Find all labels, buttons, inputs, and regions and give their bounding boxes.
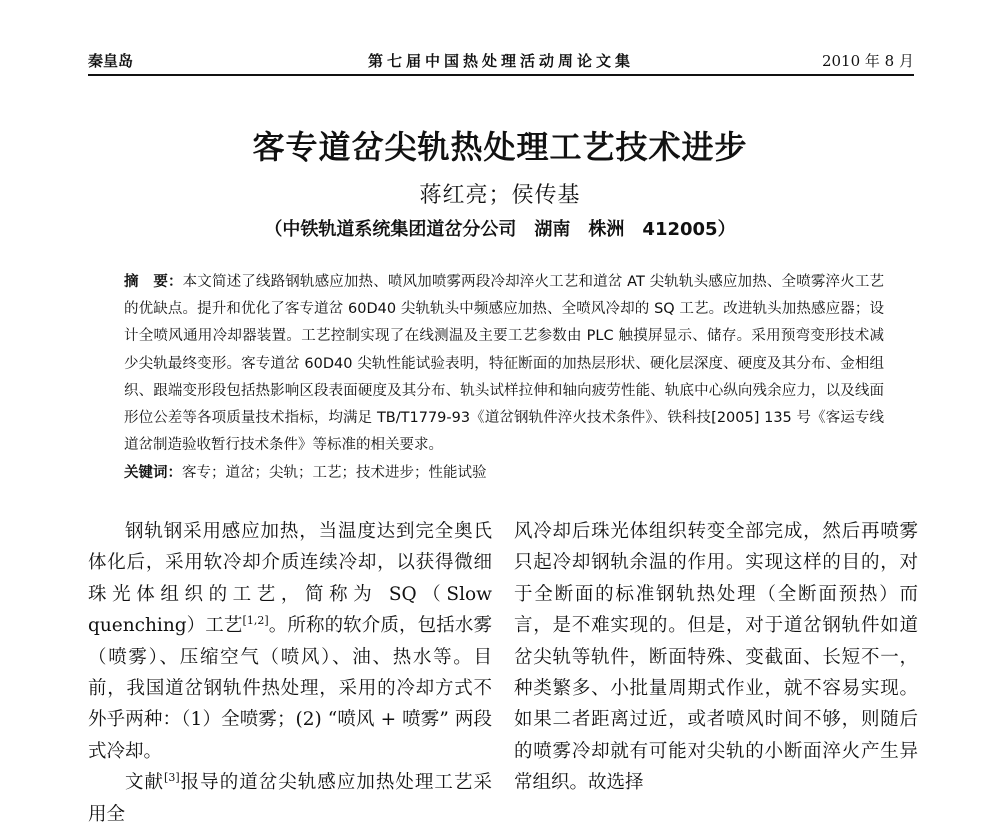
body-column-right — [514, 516, 918, 799]
body-text: 报导的道岔尖轨感应加热处理工艺采用全 — [88, 772, 492, 825]
body-column-left — [88, 516, 492, 830]
citation-ref: [3] — [164, 771, 180, 785]
body-text: 。所称的软介质，包括水雾（喷雾）、压缩空气（喷风）、油、热水等。目前，我国道岔钢轨件热处理，采用的冷却方式不外乎两种：（1）全喷雾；(2) “喷风 + 喷雾” 两段式冷却。 — [88, 615, 492, 762]
body-paragraph — [88, 516, 492, 767]
keywords — [124, 460, 884, 487]
paper-authors: 蒋红亮；侯传基 — [419, 183, 581, 208]
body-paragraph — [88, 767, 492, 830]
abstract-label: 摘 要： — [124, 274, 183, 290]
body-text: 风冷却后珠光体组织转变全部完成，然后再喷雾只起冷却钢轨余温的作用。实现这样的目的，对于全断面的标准钢轨热处理（全断面预热）而言，是不难实现的。但是，对于道岔钢轨件如道岔尖轨等轨件，断面特殊、变截面、长短不一，种类繁多、小批量周期式作业，就不容易实现。如果二者距离过近，或者喷风时间不够，则随后的喷雾冷却就有可能对尖轨的小断面淬火产生异常组织。故选择 — [514, 521, 918, 794]
keywords-text: 客专；道岔；尖轨；工艺；技术进步；性能试验 — [182, 465, 487, 481]
abstract-text: 本文简述了线路钢轨感应加热、喷风加喷雾两段冷却淬火工艺和道岔 AT 尖轨轨头感应加热、全喷雾淬火工艺的优缺点。提升和优化了客专道岔 60D40 尖轨轨头中频感应加热、全喷风冷却的 SQ 工艺。改进轨头加热感应器；设计全喷风通用冷却器装置。工艺控制实现了在线测温及主要工艺参数由 PLC 触摸屏显示、储存。采用预弯变形技术减少尖轨最终变形。客专道岔 60D40 尖轨性能试验表明，特征断面的加热层形状、硬化层深度、硬度及其分布、金相组织、跟端变形段包括热影响区段表面硬度及其分布、轨头试样拉伸和轴向疲劳性能、轨底中心纵向残余应力，以及线面形位公差等各项质量技术指标，均满足 TB/T1779-93《道岔钢轨件淬火技术条件》、铁科技[2005] 135 号《客运专线道岔制造验收暂行技术条件》等标准的相关要求。 — [124, 274, 884, 454]
keywords-label: 关键词： — [124, 465, 182, 481]
header-location: 秦皇岛 — [88, 52, 134, 70]
running-header — [88, 50, 914, 70]
citation-ref: [1,2] — [242, 614, 269, 628]
header-rule — [88, 74, 914, 76]
paper-affiliation: （中铁轨道系统集团道岔分公司 湖南 株洲 412005） — [264, 219, 736, 240]
abstract — [124, 269, 884, 459]
header-proceedings-title: 第七届中国热处理活动周论文集 — [367, 52, 634, 70]
paper-title: 客专道岔尖轨热处理工艺技术进步 — [252, 128, 748, 166]
header-date: 2010 年 8 月 — [821, 52, 914, 70]
body-text: 文献 — [125, 772, 165, 794]
body-paragraph — [514, 516, 918, 799]
body-text: 钢轨钢采用感应加热，当温度达到完全奥氏体化后，采用软冷却介质连续冷却，以获得微细珠光体组织的工艺，简称为 SQ（Slow quenching）工艺 — [88, 521, 492, 637]
